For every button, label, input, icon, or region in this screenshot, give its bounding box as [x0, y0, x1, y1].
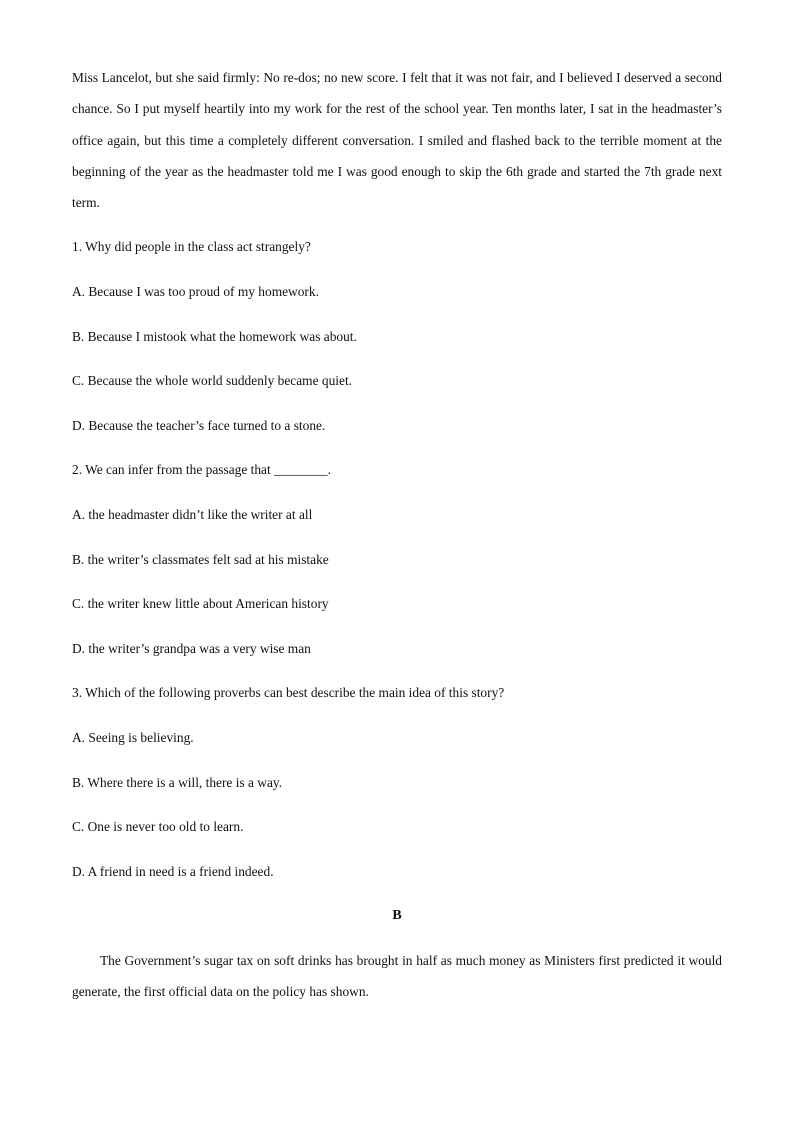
answer-option: D. the writer’s grandpa was a very wise man — [72, 640, 311, 656]
answer-option: B. Because I mistook what the homework was about. — [72, 328, 357, 344]
answer-option: C. One is never too old to learn. — [72, 819, 244, 835]
question-stem: 2. We can infer from the passage that ________. — [72, 462, 331, 478]
answer-option: B. Where there is a will, there is a way. — [72, 774, 283, 790]
passage-a-paragraph: Miss Lancelot, but she said firmly: No re-dos; no new score. I felt that it was not fair, and I believed I deserved a second chance. So I put myself heartily into my work for the rest of the school year. Ten months later, I sat in the headmaster’s office again, but this time a completely different conversation. I smiled and flashed back to the terrible moment at the beginning of the year as the headmaster told me I was good enough to skip the 6th grade and started the 7th grade next term. — [72, 70, 722, 211]
answer-option: A. the headmaster didn’t like the writer at all — [72, 507, 313, 523]
answer-option: D. A friend in need is a friend indeed. — [72, 863, 274, 879]
answer-option: A. Because I was too proud of my homework. — [72, 284, 319, 300]
section-b-heading: B — [392, 908, 402, 924]
document-page — [72, 62, 722, 1008]
answer-option: C. the writer knew little about American history — [72, 596, 329, 612]
question-stem: 1. Why did people in the class act strangely? — [72, 239, 311, 255]
answer-option: C. Because the whole world suddenly became quiet. — [72, 373, 353, 389]
question-2 — [72, 454, 722, 677]
question-1 — [72, 231, 722, 454]
answer-option: D. Because the teacher’s face turned to a stone. — [72, 417, 326, 433]
question-3 — [72, 677, 722, 900]
answer-option: B. the writer’s classmates felt sad at his mistake — [72, 551, 329, 567]
section-b-paragraph: The Government’s sugar tax on soft drinks has brought in half as much money as Ministers first predicted it would generate, the first official data on the policy has shown. — [72, 952, 722, 1000]
answer-option: A. Seeing is believing. — [72, 730, 194, 746]
question-stem: 3. Which of the following proverbs can best describe the main idea of this story? — [72, 685, 505, 701]
